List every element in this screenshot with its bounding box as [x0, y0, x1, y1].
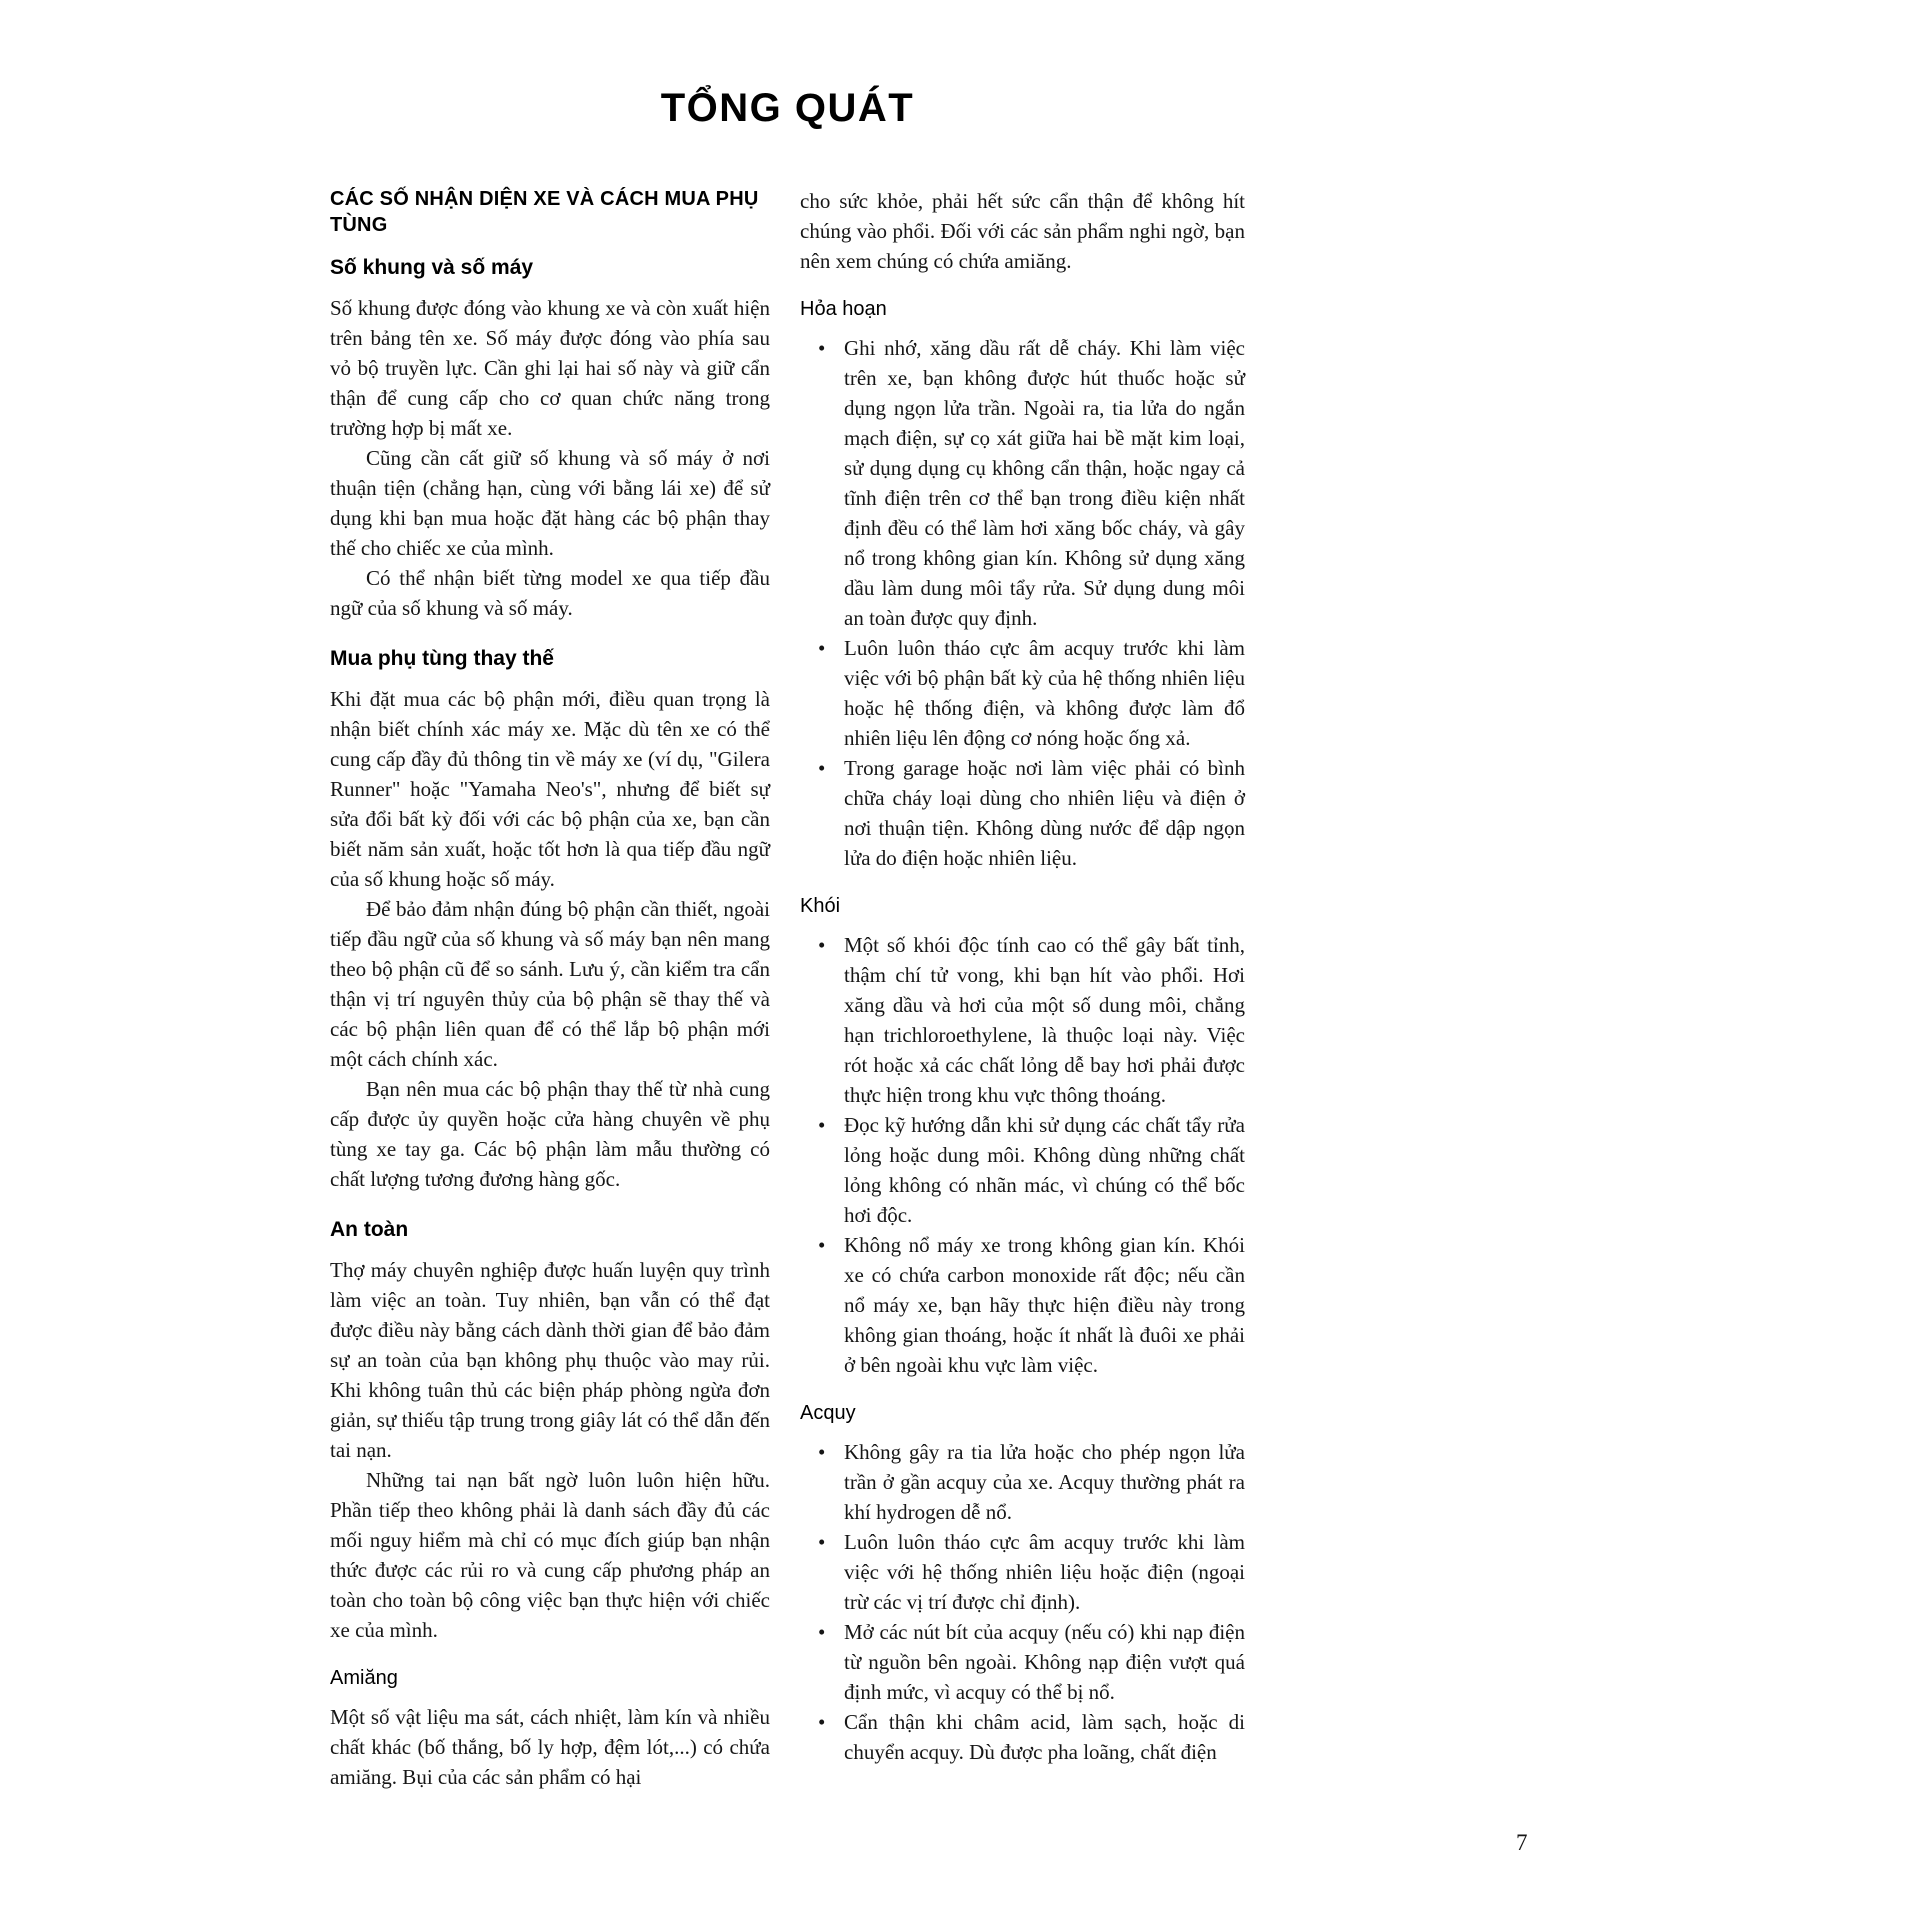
- paragraph: Để bảo đảm nhận đúng bộ phận cần thiết, ngoài tiếp đầu ngữ của số khung và số máy bạn nên mang theo bộ phận cũ để so sánh. Lưu ý, cần kiểm tra cẩn thận vị trí nguyên thủy của bộ phận sẽ thay thế và các bộ phận liên quan để có thể lắp bộ phận mới một cách chính xác.: [330, 897, 770, 1071]
- paragraph: Khi đặt mua các bộ phận mới, điều quan trọng là nhận biết chính xác máy xe. Mặc dù tên xe có thể cung cấp đầy đủ thông tin về máy xe (ví dụ, "Gilera Runner" hoặc "Yamaha Neo's", nhưng để biết sự sửa đổi bất kỳ đối với các bộ phận của xe, bạn cần biết năm sản xuất, hoặc tốt hơn là qua tiếp đầu ngữ của số khung hoặc số máy.: [330, 687, 770, 891]
- two-column-layout: [330, 186, 1245, 1792]
- bullet-item: • Cẩn thận khi châm acid, làm sạch, hoặc di chuyển acquy. Dù được pha loãng, chất điện: [800, 1707, 1245, 1767]
- paragraph-asbestos-continued: cho sức khỏe, phải hết sức cẩn thận để không hít chúng vào phổi. Đối với các sản phẩm nghi ngờ, bạn nên xem chúng có chứa amiăng.: [800, 189, 1245, 273]
- subsection-heading-fumes: Khói: [800, 895, 841, 917]
- right-column: [800, 186, 1245, 1792]
- fumes-bullet-list: [800, 930, 1245, 1380]
- bullet-item: • Mở các nút bít của acquy (nếu có) khi nạp điện từ nguồn bên ngoài. Không nạp điện vượt quá định mức, vì acquy có thể bị nổ.: [800, 1617, 1245, 1707]
- page-number: 7: [1516, 1830, 1528, 1855]
- subsection-heading-battery: Acquy: [800, 1402, 856, 1424]
- section-heading-buying-spare-parts: Mua phụ tùng thay thế: [330, 647, 554, 670]
- section-heading-frame-engine-numbers: Số khung và số máy: [330, 256, 534, 279]
- bullet-item: • Ghi nhớ, xăng dầu rất dễ cháy. Khi làm việc trên xe, bạn không được hút thuốc hoặc sử dụng ngọn lửa trần. Ngoài ra, tia lửa do ngắn mạch điện, sự cọ xát giữa hai bề mặt kim loại, sử dụng dụng cụ không cẩn thận, hoặc ngay cả tĩnh điện trên cơ thể bạn trong điều kiện nhất định đều có thể làm hơi xăng bốc cháy, và gây nổ trong không gian kín. Không sử dụng xăng dầu làm dung môi tẩy rửa. Sử dụng dung môi an toàn được quy định.: [800, 333, 1245, 633]
- paragraph: Một số vật liệu ma sát, cách nhiệt, làm kín và nhiều chất khác (bố thắng, bố ly hợp, đệm lót,...) có chứa amiăng. Bụi của các sản phẩm có hại: [330, 1705, 770, 1789]
- paragraph: Cũng cần cất giữ số khung và số máy ở nơi thuận tiện (chẳng hạn, cùng với bằng lái xe) để sử dụng khi bạn mua hoặc đặt hàng các bộ phận thay thế cho chiếc xe của mình.: [330, 446, 770, 560]
- bullet-item: • Một số khói độc tính cao có thể gây bất tỉnh, thậm chí tử vong, khi bạn hít vào phổi. Hơi xăng dầu và hơi của một số dung môi, chẳng hạn trichloroethylene, là thuộc loại này. Việc rót hoặc xả các chất lỏng dễ bay hơi phải được thực hiện trong khu vực thông thoáng.: [800, 930, 1245, 1110]
- paragraph: Bạn nên mua các bộ phận thay thế từ nhà cung cấp được ủy quyền hoặc cửa hàng chuyên về phụ tùng xe tay ga. Các bộ phận làm mẫu thường có chất lượng tương đương hàng gốc.: [330, 1077, 770, 1191]
- bullet-item: • Luôn luôn tháo cực âm acquy trước khi làm việc với bộ phận bất kỳ của hệ thống nhiên liệu hoặc hệ thống điện, và không được làm đổ nhiên liệu lên động cơ nóng hoặc ống xả.: [800, 633, 1245, 753]
- section-heading-safety: An toàn: [330, 1218, 409, 1241]
- page-title: TỔNG QUÁT: [660, 86, 915, 130]
- left-column: [330, 186, 770, 1792]
- bullet-item: • Không nổ máy xe trong không gian kín. Khói xe có chứa carbon monoxide rất độc; nếu cần nổ máy xe, bạn hãy thực hiện điều này trong không gian thoáng, hoặc ít nhất là đuôi xe phải ở bên ngoài khu vực làm việc.: [800, 1230, 1245, 1380]
- bullet-item: • Trong garage hoặc nơi làm việc phải có bình chữa cháy loại dùng cho nhiên liệu và điện ở nơi thuận tiện. Không dùng nước để dập ngọn lửa do điện hoặc nhiên liệu.: [800, 753, 1245, 873]
- main-heading: CÁC SỐ NHẬN DIỆN XE VÀ CÁCH MUA PHỤ TÙNG: [330, 188, 759, 236]
- paragraph: Có thể nhận biết từng model xe qua tiếp đầu ngữ của số khung và số máy.: [330, 566, 770, 620]
- paragraph: Số khung được đóng vào khung xe và còn xuất hiện trên bảng tên xe. Số máy được đóng vào phía sau vỏ bộ truyền lực. Cần ghi lại hai số này và giữ cẩn thận để cung cấp cho cơ quan chức năng trong trường hợp bị mất xe.: [330, 296, 770, 440]
- fire-bullet-list: [800, 333, 1245, 873]
- bullet-item: • Không gây ra tia lửa hoặc cho phép ngọn lửa trần ở gần acquy của xe. Acquy thường phát ra khí hydrogen dễ nổ.: [800, 1437, 1245, 1527]
- battery-bullet-list: [800, 1437, 1245, 1767]
- paragraph: Những tai nạn bất ngờ luôn luôn hiện hữu. Phần tiếp theo không phải là danh sách đầy đủ các mối nguy hiểm mà chỉ có mục đích giúp bạn nhận thức được các rủi ro và cung cấp phương pháp an toàn cho toàn bộ công việc bạn thực hiện với chiếc xe của mình.: [330, 1468, 770, 1642]
- paragraph: Thợ máy chuyên nghiệp được huấn luyện quy trình làm việc an toàn. Tuy nhiên, bạn vẫn có thể đạt được điều này bằng cách dành thời gian để bảo đảm sự an toàn của bạn không phụ thuộc vào may rủi. Khi không tuân thủ các biện pháp phòng ngừa đơn giản, sự thiếu tập trung trong giây lát có thể dẫn đến tai nạn.: [330, 1258, 770, 1462]
- subsection-heading-fire: Hỏa hoạn: [800, 298, 887, 320]
- bullet-item: • Luôn luôn tháo cực âm acquy trước khi làm việc với hệ thống nhiên liệu hoặc điện (ngoại trừ các vị trí được chỉ định).: [800, 1527, 1245, 1617]
- subsection-heading-asbestos: Amiăng: [330, 1667, 398, 1689]
- bullet-item: • Đọc kỹ hướng dẫn khi sử dụng các chất tẩy rửa lỏng hoặc dung môi. Không dùng những chất lỏng không có nhãn mác, vì chúng có thể bốc hơi độc.: [800, 1110, 1245, 1230]
